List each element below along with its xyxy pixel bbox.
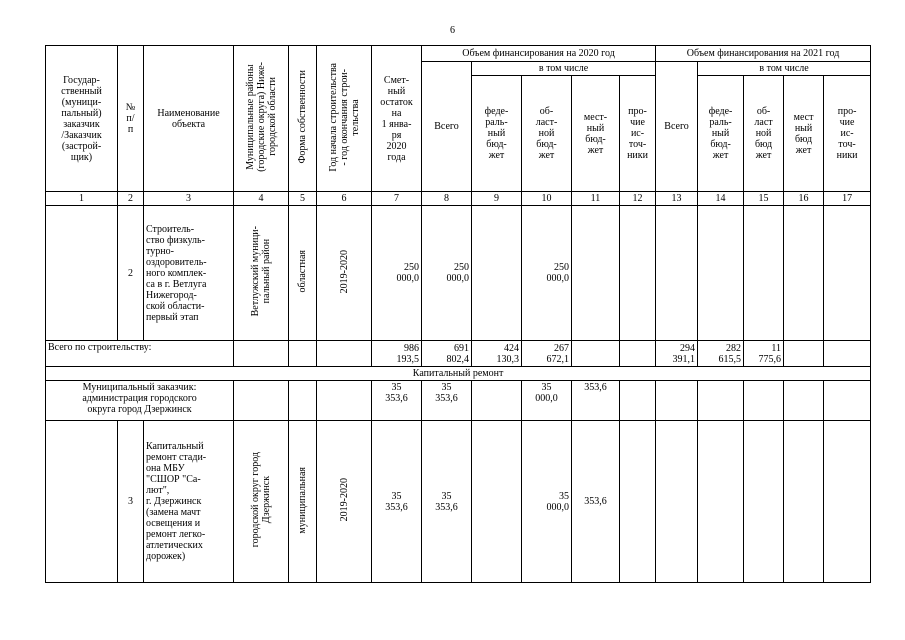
object-name: Строитель- ство физкуль- турно- оздоровитель- ного комплек- са в г. Ветлуга Нижегород- ской области- первый этап — [144, 206, 234, 341]
empty-cell — [289, 381, 317, 421]
col-number: 6 — [317, 192, 372, 206]
table-row — [46, 421, 871, 583]
header-district: Муниципальные районы (городские округа) Ниже- городской области — [234, 46, 289, 192]
customer-row — [46, 381, 871, 421]
empty-cell — [234, 341, 289, 367]
header-total-2020: Всего — [422, 62, 472, 192]
regional-2020-cell: 250 000,0 — [522, 206, 572, 341]
col-number: 1 — [46, 192, 118, 206]
total-2021-cell — [656, 421, 698, 583]
col-number: 14 — [698, 192, 744, 206]
header-fin-2020: Объем финансирования на 2020 год — [422, 46, 656, 62]
header-total-2021: Всего — [656, 62, 698, 192]
district-cell: Ветлужский муници- пальный район — [234, 206, 289, 341]
column-numbers-row — [46, 192, 871, 206]
local-2020-cell: 353,6 — [572, 421, 620, 583]
local-2020-cell — [572, 206, 620, 341]
header-name: Наименование объекта — [144, 46, 234, 192]
col-number: 7 — [372, 192, 422, 206]
total-2020: 691 802,4 — [422, 341, 472, 367]
customer-cell — [46, 206, 118, 341]
empty-cell — [620, 341, 656, 367]
row-number: 2 — [118, 206, 144, 341]
header-incl-2020: в том числе — [472, 62, 656, 76]
empty-cell — [698, 381, 744, 421]
total-2021-cell — [656, 206, 698, 341]
estimate-cell: 35 353,6 — [372, 421, 422, 583]
customer-total-2020: 35 353,6 — [422, 381, 472, 421]
other-2021-cell — [824, 421, 871, 583]
header-years: Год начала строительства - год окончания строи- тельства — [317, 46, 372, 192]
col-number: 12 — [620, 192, 656, 206]
header-fin-2021: Объем финансирования на 2021 год — [656, 46, 871, 62]
customer-regional-2020: 35 000,0 — [522, 381, 572, 421]
section-capital-repair: Капитальный ремонт — [46, 367, 871, 381]
total-row — [46, 341, 871, 367]
header-local-2021: мест ный бюд жет — [784, 76, 824, 192]
empty-cell — [620, 381, 656, 421]
district-cell: городской округ город Дзержинск — [234, 421, 289, 583]
empty-cell — [317, 341, 372, 367]
col-number: 9 — [472, 192, 522, 206]
other-2020-cell — [620, 206, 656, 341]
page-number: 6 — [450, 25, 455, 36]
header-ownership: Форма собственности — [289, 46, 317, 192]
federal-2020-cell — [472, 206, 522, 341]
col-number: 5 — [289, 192, 317, 206]
empty-cell — [472, 381, 522, 421]
total-regional-2021: 11 775,6 — [744, 341, 784, 367]
empty-cell — [784, 381, 824, 421]
header-estimate: Смет- ный остаток на 1 янва- ря 2020 года — [372, 46, 422, 192]
empty-cell — [744, 381, 784, 421]
header-local-2020: мест- ный бюд- жет — [572, 76, 620, 192]
regional-2020-cell: 35 000,0 — [522, 421, 572, 583]
customer-estimate: 35 353,6 — [372, 381, 422, 421]
total-2020-cell: 35 353,6 — [422, 421, 472, 583]
total-2021: 294 391,1 — [656, 341, 698, 367]
col-number: 11 — [572, 192, 620, 206]
header-other-2020: про- чие ис- точ- ники — [620, 76, 656, 192]
header-regional-2020: об- ласт- ной бюд- жет — [522, 76, 572, 192]
total-label: Всего по строительству: — [46, 341, 234, 367]
header-federal-2020: феде- раль- ный бюд- жет — [472, 76, 522, 192]
col-number: 3 — [144, 192, 234, 206]
col-number: 16 — [784, 192, 824, 206]
total-2020-cell: 250 000,0 — [422, 206, 472, 341]
local-2021-cell — [784, 421, 824, 583]
empty-cell — [289, 341, 317, 367]
local-2021-cell — [784, 206, 824, 341]
col-number: 15 — [744, 192, 784, 206]
regional-2021-cell — [744, 421, 784, 583]
col-number: 8 — [422, 192, 472, 206]
federal-2021-cell — [698, 206, 744, 341]
table-row — [46, 206, 871, 341]
ownership-cell: областная — [289, 206, 317, 341]
col-number: 13 — [656, 192, 698, 206]
years-cell: 2019-2020 — [317, 206, 372, 341]
col-number: 17 — [824, 192, 871, 206]
col-number: 10 — [522, 192, 572, 206]
customer-label: Муниципальный заказчик: администрация городского округа город Дзержинск — [46, 381, 234, 421]
total-regional-2020: 267 672,1 — [522, 341, 572, 367]
federal-2021-cell — [698, 421, 744, 583]
empty-cell — [572, 341, 620, 367]
row-number: 3 — [118, 421, 144, 583]
header-other-2021: про- чие ис- точ- ники — [824, 76, 871, 192]
empty-cell — [234, 381, 289, 421]
header-regional-2021: об- ласт ной бюд жет — [744, 76, 784, 192]
empty-cell — [317, 381, 372, 421]
federal-2020-cell — [472, 421, 522, 583]
empty-cell — [824, 381, 871, 421]
header-incl-2021: в том числе — [698, 62, 871, 76]
header-federal-2021: феде- раль- ный бюд- жет — [698, 76, 744, 192]
empty-cell — [656, 381, 698, 421]
header-num: № п/ п — [118, 46, 144, 192]
other-2021-cell — [824, 206, 871, 341]
object-name: Капитальный ремонт стади- она МБУ "СШОР "Са- лют", г. Дзержинск (замена мачт освещения и ремонт легко- атлетических дорожек) — [144, 421, 234, 583]
total-estimate: 986 193,5 — [372, 341, 422, 367]
empty-cell — [784, 341, 824, 367]
years-cell: 2019-2020 — [317, 421, 372, 583]
total-federal-2021: 282 615,5 — [698, 341, 744, 367]
financing-table — [45, 45, 871, 583]
col-number: 4 — [234, 192, 289, 206]
total-federal-2020: 424 130,3 — [472, 341, 522, 367]
ownership-cell: муниципальная — [289, 421, 317, 583]
estimate-cell: 250 000,0 — [372, 206, 422, 341]
other-2020-cell — [620, 421, 656, 583]
customer-cell — [46, 421, 118, 583]
header-customer: Государ- ственный (муници- пальный) заказчик /Заказчик (застрой- щик) — [46, 46, 118, 192]
regional-2021-cell — [744, 206, 784, 341]
empty-cell — [824, 341, 871, 367]
col-number: 2 — [118, 192, 144, 206]
customer-local-2020: 353,6 — [572, 381, 620, 421]
